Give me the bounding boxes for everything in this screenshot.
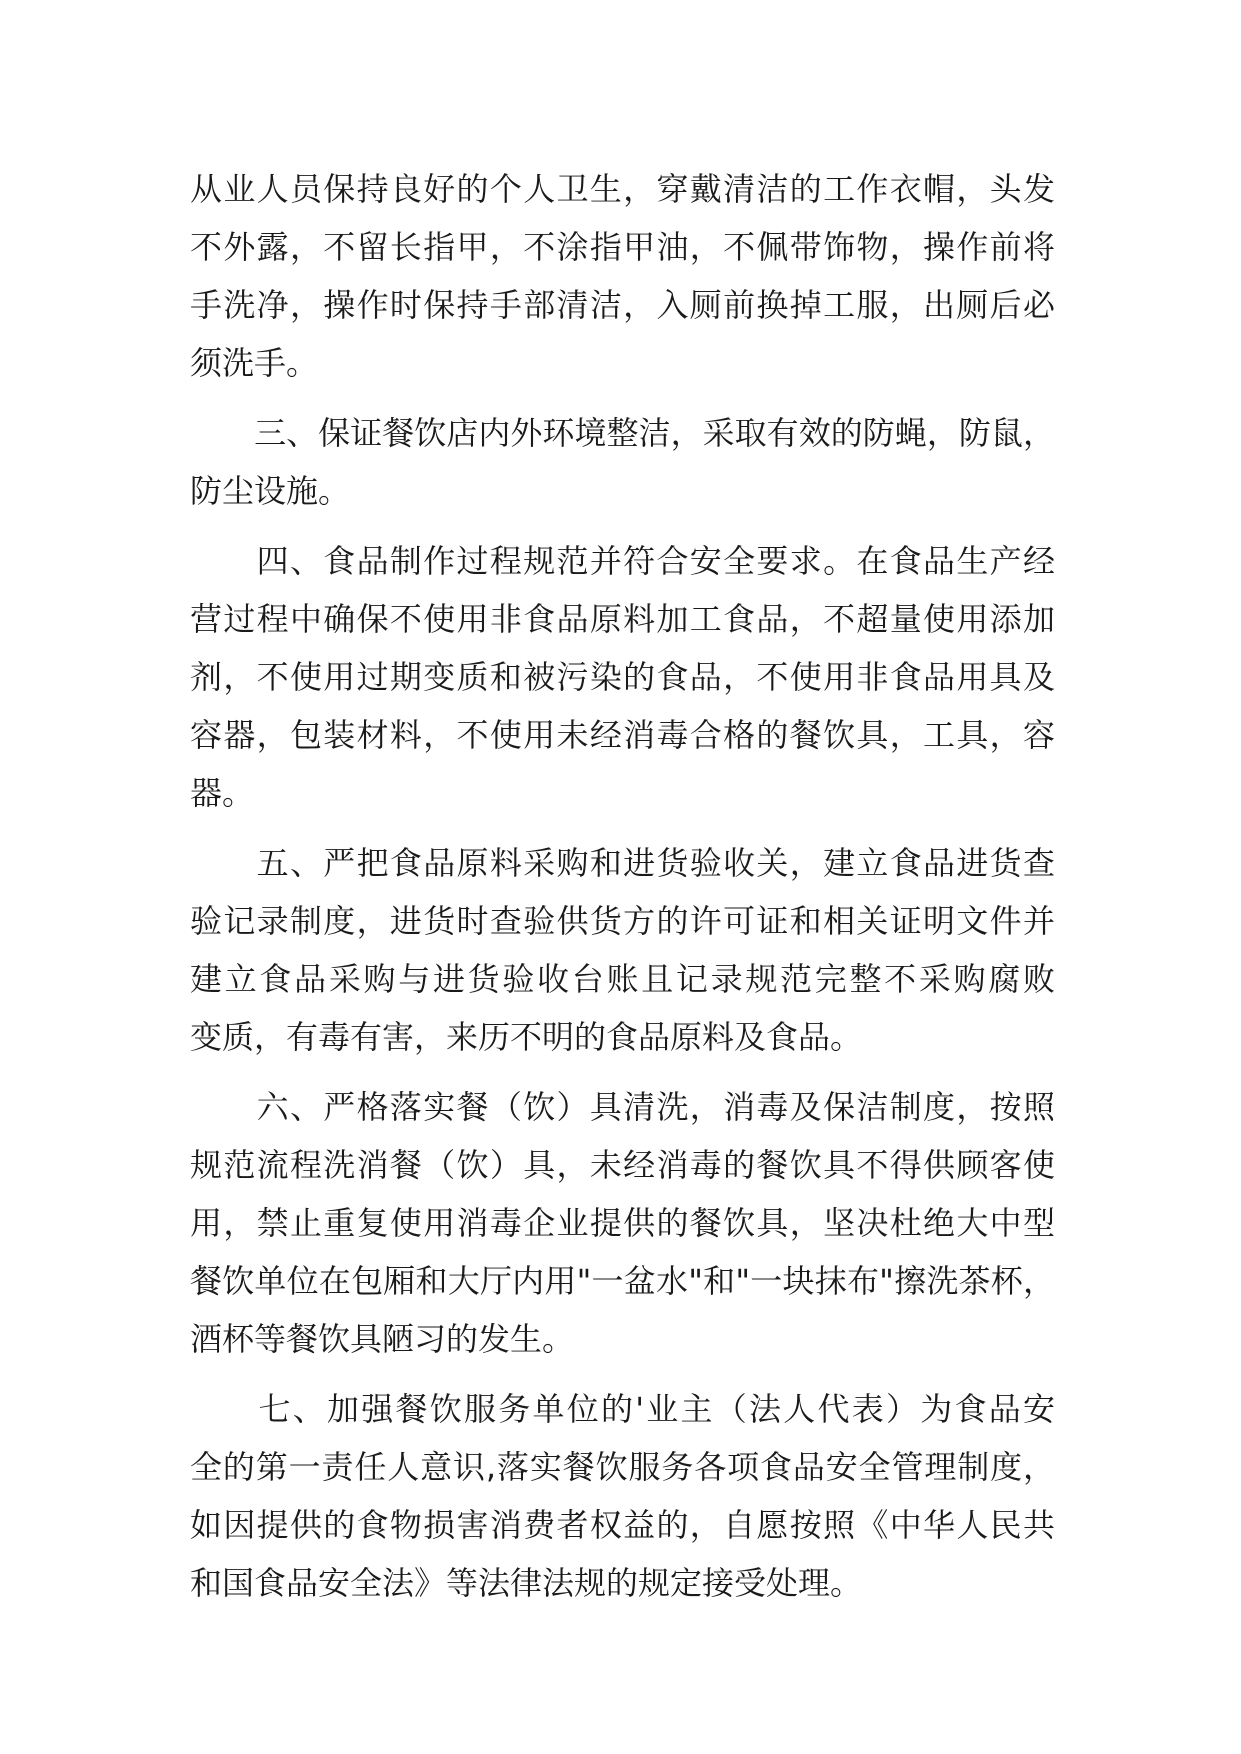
text-line: 七、加强餐饮服务单位的'业主（法人代表）为食品安 <box>190 1390 1055 1428</box>
text-line: 规范流程洗消餐（饮）具，未经消毒的餐饮具不得供顾客使 <box>190 1146 1055 1184</box>
text-line: 营过程中确保不使用非食品原料加工食品，不超量使用添加 <box>190 600 1055 638</box>
text-line: 三、保证餐饮店内外环境整洁，采取有效的防蝇，防鼠， <box>190 414 1055 452</box>
text-line: 全的第一责任人意识,落实餐饮服务各项食品安全管理制度， <box>190 1448 1055 1486</box>
text-line: 须洗手。 <box>190 344 319 382</box>
text-line: 容器，包装材料，不使用未经消毒合格的餐饮具，工具，容 <box>190 716 1055 754</box>
text-line: 五、严把食品原料采购和进货验收关，建立食品进货查 <box>190 844 1055 882</box>
document-body <box>190 160 1055 1624</box>
text-line: 用，禁止重复使用消毒企业提供的餐饮具，坚决杜绝大中型 <box>190 1204 1055 1242</box>
paragraph-six <box>190 1078 1055 1368</box>
paragraph-five <box>190 834 1055 1066</box>
text-line: 从业人员保持良好的个人卫生，穿戴清洁的工作衣帽，头发 <box>190 170 1055 208</box>
text-line: 防尘设施。 <box>190 472 351 510</box>
paragraph-seven <box>190 1380 1055 1612</box>
paragraph-three <box>190 404 1055 520</box>
text-line: 剂，不使用过期变质和被污染的食品，不使用非食品用具及 <box>190 658 1055 696</box>
text-line: 和国食品安全法》等法律法规的规定接受处理。 <box>190 1564 863 1602</box>
text-line: 六、严格落实餐（饮）具清洗，消毒及保洁制度，按照 <box>190 1088 1055 1126</box>
text-line: 验记录制度，进货时查验供货方的许可证和相关证明文件并 <box>190 902 1055 940</box>
text-line: 四、食品制作过程规范并符合安全要求。在食品生产经 <box>190 542 1055 580</box>
text-line: 酒杯等餐饮具陋习的发生。 <box>190 1320 575 1358</box>
paragraph-four <box>190 532 1055 822</box>
text-line: 器。 <box>190 774 255 812</box>
text-line: 不外露，不留长指甲，不涂指甲油，不佩带饰物，操作前将 <box>190 228 1055 266</box>
text-line: 建立食品采购与进货验收台账且记录规范完整不采购腐败 <box>190 960 1055 998</box>
text-line: 变质，有毒有害，来历不明的食品原料及食品。 <box>190 1018 863 1056</box>
paragraph-hygiene <box>190 160 1055 392</box>
text-line: 餐饮单位在包厢和大厅内用"一盆水"和"一块抹布"擦洗茶杯， <box>190 1262 1055 1300</box>
text-line: 手洗净，操作时保持手部清洁，入厕前换掉工服，出厕后必 <box>190 286 1055 324</box>
text-line: 如因提供的食物损害消费者权益的，自愿按照《中华人民共 <box>190 1506 1055 1544</box>
